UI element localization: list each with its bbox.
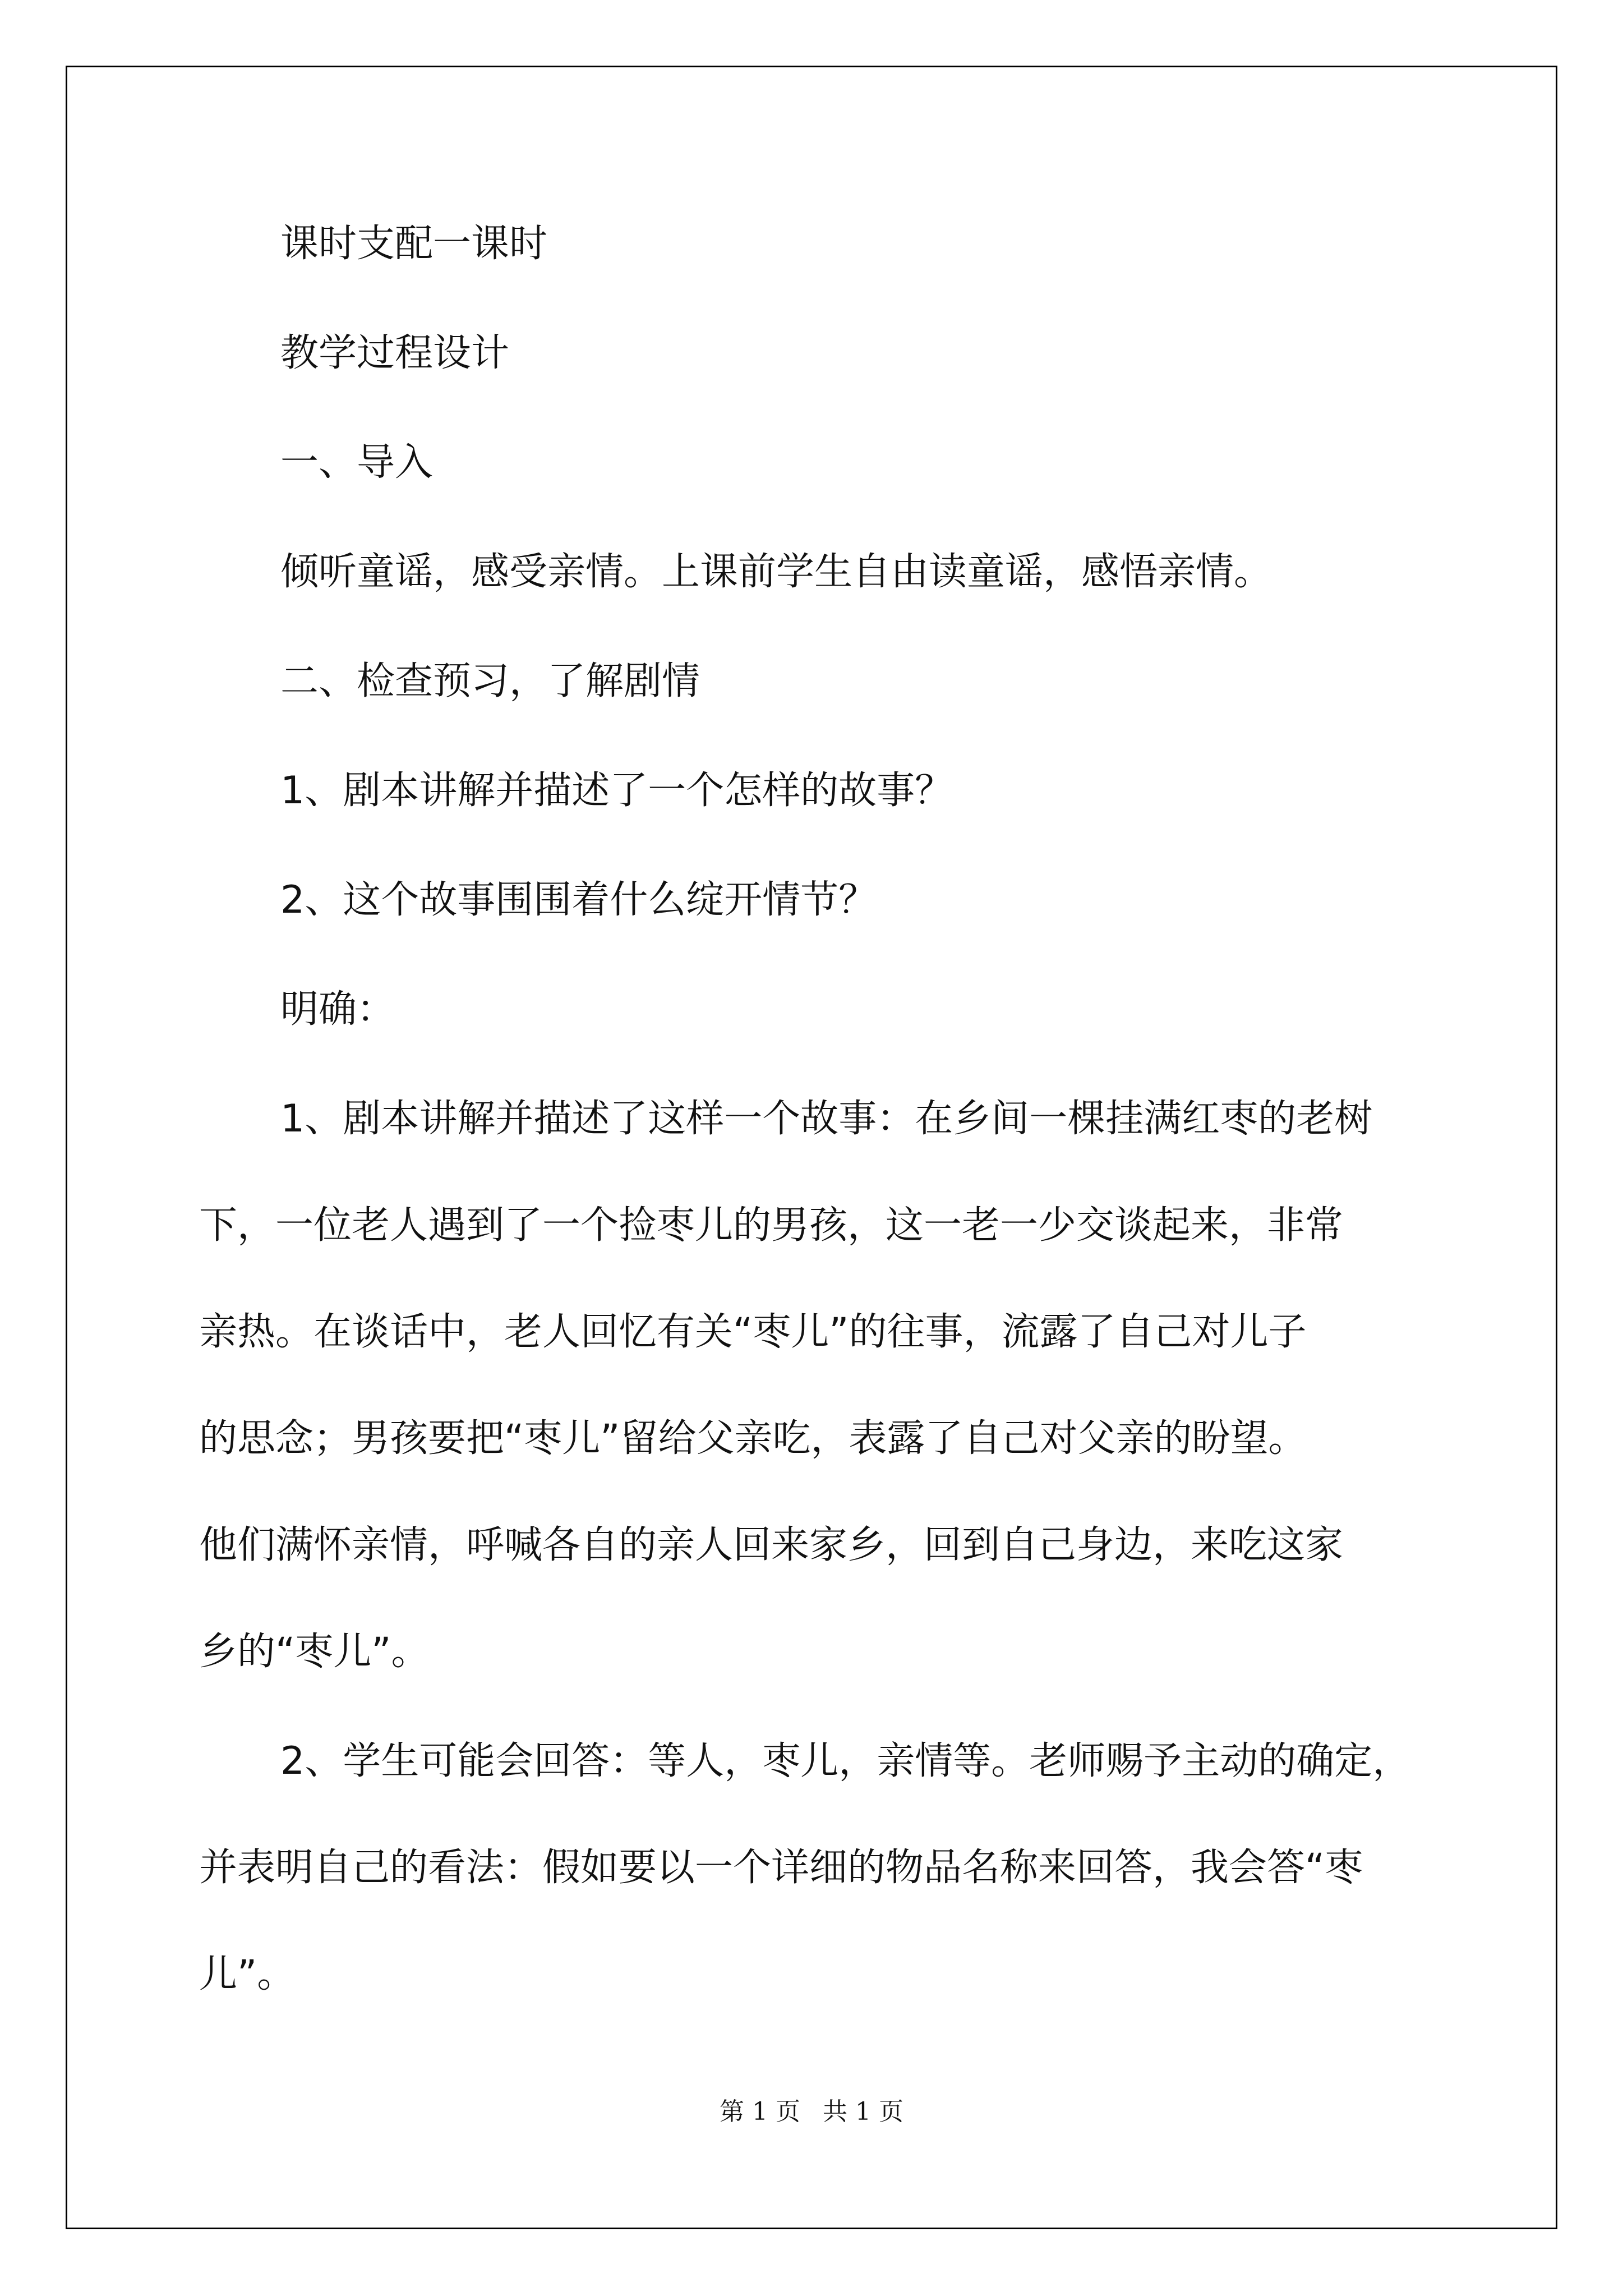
paragraph-line: 1、剧本讲解并描述了这样一个故事：在乡间一棵挂满红枣的老树 xyxy=(280,1097,1373,1141)
paragraph-line: 课时支配一课时 xyxy=(280,222,548,266)
paragraph-line: 明确： xyxy=(280,987,395,1032)
page-total: 共 1 页 xyxy=(823,2097,903,2126)
paragraph-line: 他们满怀亲情，呼喊各自的亲人回来家乡，回到自己身边，来吃这家 xyxy=(199,1523,1344,1567)
paragraph-line: 2、学生可能会回答：等人，枣儿，亲情等。老师赐予主动的确定， xyxy=(280,1739,1411,1783)
page-border xyxy=(66,66,1557,2229)
paragraph-line: 教学过程设计 xyxy=(280,331,510,375)
question-line: 1、剧本讲解并描述了一个怎样的故事？ xyxy=(280,769,953,813)
section-heading: 一、导入 xyxy=(280,440,434,485)
page-number: 第 1 页 xyxy=(720,2097,800,2126)
question-line: 2、这个故事围围着什么绽开情节？ xyxy=(280,878,877,922)
paragraph-line: 的思念；男孩要把“枣儿”留给父亲吃，表露了自己对父亲的盼望。 xyxy=(199,1416,1307,1461)
paragraph-line: 儿”。 xyxy=(199,1952,296,1996)
paragraph-line: 亲热。在谈话中，老人回忆有关“枣儿”的往事，流露了自己对儿子 xyxy=(199,1310,1307,1354)
section-heading: 二、检查预习，了解剧情 xyxy=(280,659,700,703)
paragraph-line: 并表明自己的看法：假如要以一个详细的物品名称来回答，我会答“枣 xyxy=(199,1846,1363,1890)
paragraph-line: 倾听童谣，感受亲情。上课前学生自由读童谣，感悟亲情。 xyxy=(280,550,1272,594)
paragraph-line: 乡的“枣儿”。 xyxy=(199,1630,430,1674)
paragraph-line: 下，一位老人遇到了一个捡枣儿的男孩，这一老一少交谈起来，非常 xyxy=(199,1203,1344,1248)
page-footer xyxy=(0,2091,1623,2127)
